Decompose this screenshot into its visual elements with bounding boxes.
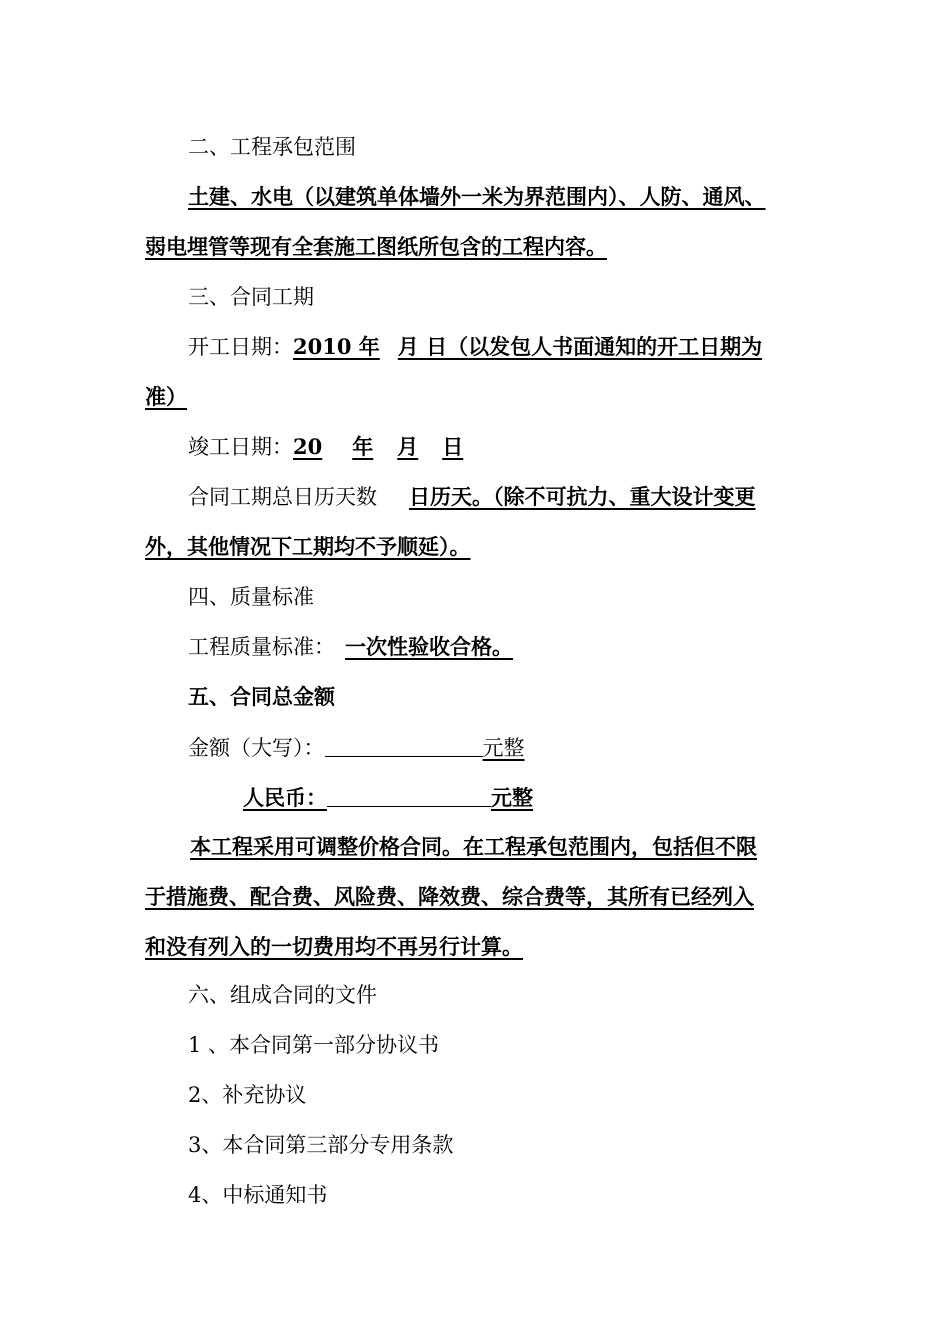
end-date-value: 20 年 月 日 xyxy=(293,434,464,459)
start-date-line xyxy=(188,332,762,362)
amount-blank xyxy=(325,732,483,757)
rmb-line xyxy=(243,782,533,813)
section-4-heading: 四、质量标准 xyxy=(188,585,314,609)
section-6-heading: 六、组成合同的文件 xyxy=(188,983,377,1007)
list-item: 1 、本合同第一部分协议书 xyxy=(188,1033,440,1057)
rmb-label: 人民币： xyxy=(243,785,327,810)
section-5-heading: 五、合同总金额 xyxy=(188,684,335,709)
price-note-line-1: 本工程采用可调整价格合同。在工程承包范围内，包括但不限 xyxy=(190,834,757,859)
scope-line-1: 土建、水电（以建筑单体墙外一米为界范围内）、人防、通风、 xyxy=(188,184,766,209)
end-date-line xyxy=(188,432,463,462)
end-date-label: 竣工日期： xyxy=(188,435,293,459)
total-days-line xyxy=(188,482,756,512)
amount-unit: 元整 xyxy=(482,736,525,760)
section-2-heading: 二、工程承包范围 xyxy=(188,135,356,159)
quality-line xyxy=(188,632,521,662)
section-3-heading: 三、合同工期 xyxy=(188,285,314,309)
total-days-cont: 外，其他情况下工期均不予顺延）。 xyxy=(145,534,471,559)
price-note-line-3: 和没有列入的一切费用均不再另行计算。 xyxy=(145,934,523,959)
list-item: 4、中标通知书 xyxy=(188,1183,328,1207)
total-days-label: 合同工期总日历天数 xyxy=(188,485,377,509)
scope-line-2: 弱电埋管等现有全套施工图纸所包含的工程内容。 xyxy=(145,234,607,259)
rmb-blank xyxy=(327,782,491,807)
list-item: 2、补充协议 xyxy=(188,1083,307,1107)
quality-label: 工程质量标准： xyxy=(188,635,335,659)
start-date-value: 2010 年 月 日（以发包人书面通知的开工日期为 xyxy=(293,334,763,359)
total-days-value: 日历天。（除不可抗力、重大设计变更 xyxy=(409,484,756,509)
quality-value: 一次性验收合格。 xyxy=(345,634,513,659)
amount-line xyxy=(188,732,525,763)
price-note-line-2: 于措施费、配合费、风险费、降效费、综合费等，其所有已经列入 xyxy=(145,884,754,909)
amount-label: 金额（大写）： xyxy=(188,736,325,760)
start-date-label: 开工日期： xyxy=(188,335,293,359)
list-item: 3、本合同第三部分专用条款 xyxy=(188,1133,454,1157)
rmb-unit: 元整 xyxy=(491,785,533,810)
start-date-cont: 准） xyxy=(145,384,187,409)
